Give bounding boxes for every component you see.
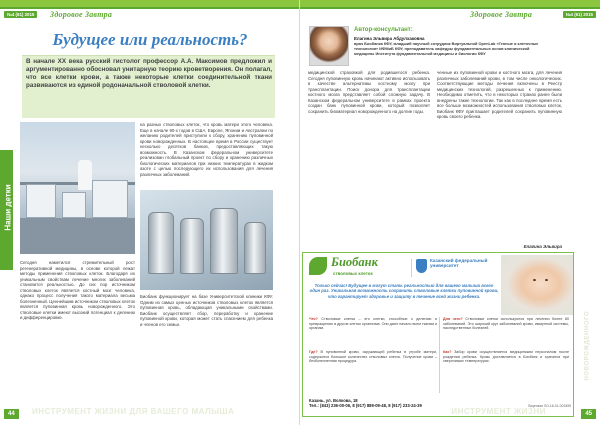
ad-block-what: Что? Стволовые клетки – это клетки, способные к делению и превращению в другие клетки организма. Они дают начало всем тканям и органам. (309, 317, 437, 331)
edge-band: НОВОРОЖДЕННОГО (584, 310, 591, 381)
author-name: Елагина Эльвира Абдулхаковна (354, 36, 425, 41)
author-heading: Автор-консультант: (354, 27, 413, 33)
biobank-leaf-icon (309, 257, 327, 275)
biobank-logo: Биобанк (331, 255, 378, 269)
article-column-3: Биобанк функционирует на базе Университетской клиники КФУ. Одним из самых ценных источников стволовых клеток является пуповинная кровь, обладающая уникальными свойствами. Биобанк осуществляет сбор, переработку и хранение пуповинной крови, которая может стать спасением для ребенка и членов его семьи. (140, 294, 273, 327)
footer-band: ИНСТРУМЕНТ ЖИЗНИ ДЛЯ ВАШЕГО МАЛЫША (32, 407, 235, 416)
article-column-1: Сегодня наметился стремительный рост регенеративной медицины, в основе которой лежат методы применения стволовых клеток. Благодаря их уникальным свойствам лечение многих заболеваний становится реальностью. До сих пор источником стволовых клеток является костный мозг человека, однако процесс получения такого материала весьма болезненный. Ценнейшим источником стволовых клеток является пуповинная кровь новорожденного. Это стволовые клетки имеют высокий потенциал к делению и дифференцировке. (20, 260, 135, 321)
biobank-advertisement (302, 252, 574, 417)
ad-phone: Тел.: (843) 236-00-06, 8 (917) 889-09-48, 8 (917) 233-24-39 (309, 403, 422, 409)
biobank-logo-subtitle: стволовых клеток (333, 271, 373, 276)
article-column-2: на разных стволовых клеток, что кровь матери этого человека. Еще в начале 90-х годов в США, Европе, Японии и Австралии по желанию родителей приступили к сбору, хранению пуповинной крови новорожденных. В настоящее время в России существует несколько десятков банков, предоставляющих такую возможность. В Казанском федеральном университете реализован глобальный проект по сбору и хранению различных биологических материалов при низких температурах в жидком азоте с целью последующего их использования для лечения различных заболеваний. (140, 122, 273, 177)
left-topbar (0, 0, 299, 24)
magazine-title: Здоровое Завтра (470, 10, 533, 19)
magazine-title: Здоровое Завтра (50, 10, 113, 19)
ad-block-where: Где? В пуповинной крови, окружающей ребенка в утробе матери, содержится большое количество стволовых клеток. Получение крови – безболезненная процедура. (309, 350, 437, 364)
article-headline: Будущее или реальность? (52, 30, 248, 49)
issue-badge: №4 (61) 2015 (4, 11, 37, 18)
author-bio: врач Биобанка КФУ, младший научный сотрудник Виртуальной OpenLab «Генные и клеточные технологии» ИФМиБ КФУ, преподаватель кафедры фундаментальных основ клинической медицины Института фундаментальной медицины и биологии КФУ (354, 41, 539, 56)
baby-photo (501, 255, 573, 315)
ad-license: Лицензия ЛО-16-01-003459 (527, 404, 571, 408)
ad-block-how: Как? Забор крови осуществляется медицинским персоналом после рождения ребенка. Кровь доставляется в Биобанк и хранится при сверхнизких температурах. (443, 350, 569, 364)
page-number: 45 (581, 409, 596, 419)
right-topbar (300, 0, 600, 24)
ad-slogan: Только сейчас! Будущее в могут стать реальностью для вашего малыша всего один раз. Уникальная возможность сохранить стволовые клетки пуповинной крови, что гарантирует здоровье и защиту в течение всей жизни ребенка. (309, 283, 499, 299)
university-shield-icon (416, 259, 427, 273)
article-column-4: медицинской страховкой для родившегося ребенка. Сегодня пуповинную кровь начинают активно использовать в качестве альтернативы костному мозгу при трансплантации. Поиск донора для трансплантации костного мозга представляет собой сложную задачу. В Казанском федеральном университете в рамках проекта создан банк пуповинной крови, который позволяет сохранить биоматериал новорожденного на долгие годы. (308, 70, 430, 114)
author-photo (309, 26, 349, 66)
ad-block-why: Для чего? Стволовые клетки используются при лечении более 80 заболеваний. Это широкий круг заболеваний крови, иммунной системы, наследственных болезней. (443, 317, 569, 331)
footer-band: ИНСТРУМЕНТ ЖИЗНИ (451, 407, 546, 416)
article-column-5: ченные из пуповинной крови и костного мозга, для лечения различных заболеваний крови, в том числе онкологических. Соответствующие методы лечения включены в Реестр медицинских технологий, разрешенных к применению. Необходимо отметить, что в некоторых странах ранее были внедрены такие технологии. Так как в последнее время есть все больше возможностей использования стволовых клеток, Биобанк КФУ приглашает родителей сохранить пуповинную кровь своего ребенка. (437, 70, 562, 120)
ad-address: Казань, ул. Волкова, 18 (309, 398, 358, 403)
section-tab-label: Наши детки (3, 184, 13, 231)
partner-university: Казанский федеральный университет (430, 258, 488, 269)
article-signature: Елагина Эльвира (523, 244, 562, 249)
page-number: 44 (4, 409, 19, 419)
article-lead: В начале XX века русский гистолог профессор А.А. Максимов предложил и аргументированно обосновал унитарную теорию кроветворения. Он полагал, что все клетки крови, а также некоторые клетки соединительной ткани развиваются из единой родоначальной стволовой клетки. (26, 58, 272, 90)
issue-badge: №4 (61) 2015 (563, 11, 596, 18)
lab-photo (20, 122, 135, 254)
cryo-storage-photo (140, 190, 273, 290)
